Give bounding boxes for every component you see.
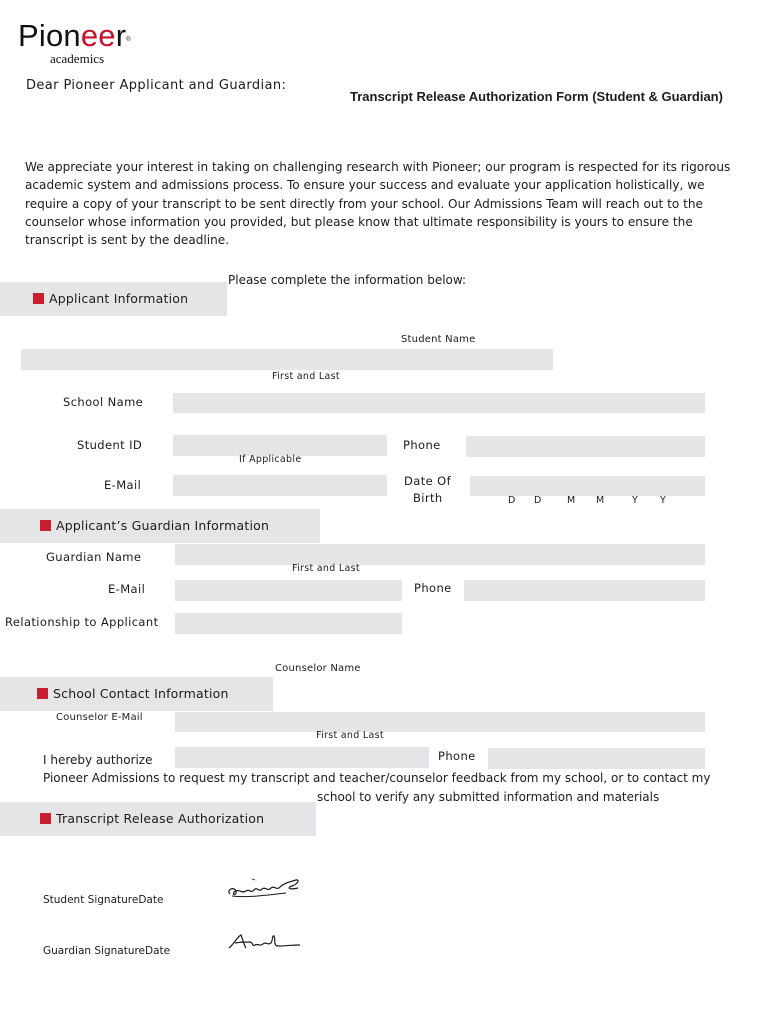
student-phone-field[interactable] (466, 436, 705, 457)
guardian-name-field[interactable] (175, 544, 705, 565)
relationship-field[interactable] (175, 613, 402, 634)
guardian-phone-label: Phone (414, 581, 452, 595)
red-square-icon (33, 293, 44, 304)
school-name-field[interactable] (173, 393, 705, 413)
dob-format-d2: D (534, 495, 542, 506)
student-name-field[interactable] (21, 349, 553, 370)
section-authorization-header: Transcript Release Authorization (0, 802, 316, 836)
authorize-line-1: I hereby authorize (43, 753, 153, 767)
student-email-label: E-Mail (104, 478, 142, 492)
dob-format-m1: M (567, 495, 576, 506)
guardian-email-field[interactable] (175, 580, 402, 601)
student-phone-label: Phone (403, 438, 441, 452)
student-signature-image (224, 876, 306, 904)
section-applicant-header: Applicant Information (0, 282, 227, 316)
dob-label-line2: Birth (413, 491, 443, 505)
school-name-label: School Name (63, 395, 144, 409)
form-title: Transcript Release Authorization Form (Student & Guardian) (350, 89, 723, 104)
guardian-phone-field[interactable] (464, 580, 705, 601)
student-id-field[interactable] (173, 435, 387, 456)
dob-format-y1: Y (632, 495, 638, 506)
guardian-name-hint: First and Last (292, 563, 360, 574)
student-id-label: Student ID (77, 438, 143, 452)
counselor-email-field[interactable] (175, 712, 705, 732)
dob-field[interactable] (470, 476, 705, 496)
counselor-name-label: Counselor Name (275, 663, 361, 674)
guardian-signature-image (226, 932, 302, 954)
dob-label-line1: Date Of (404, 474, 452, 488)
please-complete-text: Please complete the information below: (228, 273, 467, 287)
student-name-hint: First and Last (272, 371, 340, 382)
authorize-line-3: school to verify any submitted information and materials (317, 790, 660, 804)
student-id-hint: If Applicable (239, 454, 302, 465)
counselor-name-hint: First and Last (316, 730, 384, 741)
guardian-signature-label: Guardian SignatureDate (43, 945, 171, 957)
dob-format-d1: D (508, 495, 516, 506)
relationship-label: Relationship to Applicant (5, 615, 159, 629)
student-name-label: Student Name (401, 334, 476, 345)
pioneer-logo: Pioneer® (18, 18, 131, 53)
dob-format-m2: M (596, 495, 605, 506)
guardian-email-label: E-Mail (108, 582, 146, 596)
red-square-icon (37, 688, 48, 699)
student-signature-label: Student SignatureDate (43, 894, 164, 906)
guardian-name-label: Guardian Name (46, 550, 142, 564)
intro-paragraph: We appreciate your interest in taking on challenging research with Pioneer; our program is respected for its rigorous academic system and admissions process. To ensure your success and evaluate your application holistically, we require a copy of your transcript to be sent directly from your school. Our Admissions Team will reach out to the counselor whose information you provided, but please know that ultimate responsibility is yours to ensure the transcript is sent by the deadline. (25, 160, 731, 248)
red-square-icon (40, 813, 51, 824)
section-school-header: School Contact Information (0, 677, 273, 711)
counselor-phone-field[interactable] (488, 748, 705, 769)
student-email-field[interactable] (173, 475, 387, 496)
section-guardian-header: Applicant’s Guardian Information (0, 509, 320, 543)
authorize-name-field[interactable] (175, 747, 429, 768)
counselor-phone-label: Phone (438, 749, 476, 763)
authorize-line-2: Pioneer Admissions to request my transcript and teacher/counselor feedback from my school, or to contact my (43, 771, 711, 785)
dob-format-y2: Y (660, 495, 666, 506)
logo-subtitle: academics (50, 51, 105, 66)
red-square-icon (40, 520, 51, 531)
greeting: Dear Pioneer Applicant and Guardian: (26, 78, 287, 93)
counselor-email-label: Counselor E-Mail (56, 712, 143, 723)
